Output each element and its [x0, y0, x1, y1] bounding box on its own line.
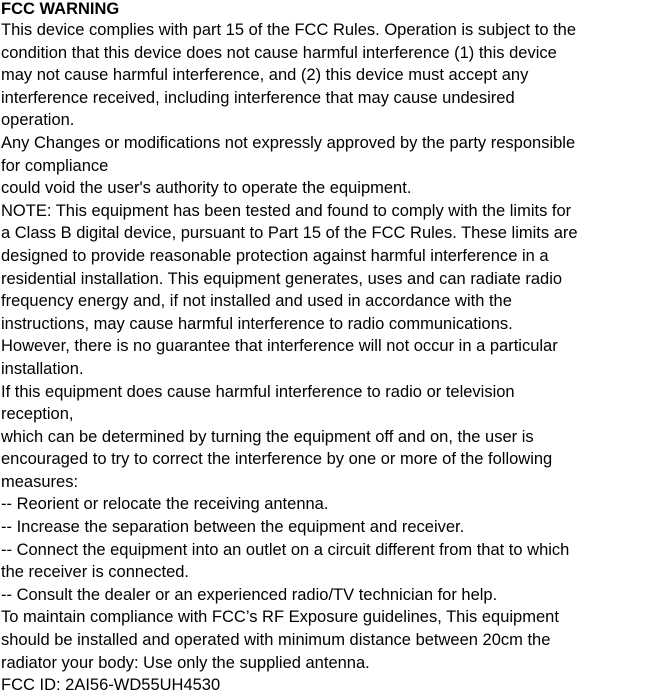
text-line: designed to provide reasonable protection against harmful interference in a: [1, 246, 549, 265]
text-line: NOTE: This equipment has been tested and found to comply with the limits for: [1, 201, 572, 220]
text-line: interference received, including interference that may cause undesired: [1, 88, 515, 107]
text-line: -- Consult the dealer or an experienced radio/TV technician for help.: [1, 585, 498, 604]
text-line: -- Increase the separation between the equipment and receiver.: [1, 518, 465, 537]
text-line: reception,: [1, 405, 74, 424]
text-line: operation.: [1, 111, 75, 130]
document-heading: FCC WARNING: [1, 0, 120, 18]
text-line: frequency energy and, if not installed and used in accordance with the: [1, 292, 512, 311]
text-line: To maintain compliance with FCC’s RF Exposure guidelines, This equipment: [1, 608, 559, 627]
text-line: encouraged to try to correct the interference by one or more of the following: [1, 450, 553, 469]
document-body: [1, 19, 655, 697]
text-line: -- Reorient or relocate the receiving antenna.: [1, 495, 329, 514]
text-line: which can be determined by turning the equipment off and on, the user is: [1, 427, 534, 446]
text-line: a Class B digital device, pursuant to Part 15 of the FCC Rules. These limits are: [1, 224, 578, 243]
text-line: could void the user's authority to operate the equipment.: [1, 179, 412, 198]
text-line: radiator your body: Use only the supplied antenna.: [1, 653, 370, 672]
text-line: the receiver is connected.: [1, 563, 190, 582]
text-line: instructions, may cause harmful interference to radio communications.: [1, 314, 513, 333]
text-line: Any Changes or modifications not expressly approved by the party responsible: [1, 133, 576, 152]
text-line: However, there is no guarantee that interference will not occur in a particular: [1, 337, 558, 356]
text-line: installation.: [1, 359, 84, 378]
text-line: This device complies with part 15 of the FCC Rules. Operation is subject to the: [1, 21, 577, 39]
text-line: condition that this device does not cause harmful interference (1) this device: [1, 43, 557, 62]
text-line: may not cause harmful interference, and (2) this device must accept any: [1, 66, 529, 85]
text-line: -- Connect the equipment into an outlet on a circuit different from that to which: [1, 540, 570, 559]
text-line: should be installed and operated with minimum distance between 20cm the: [1, 631, 551, 650]
fcc-id: FCC ID: 2AI56-WD55UH4530: [1, 676, 221, 695]
text-line: residential installation. This equipment generates, uses and can radiate radio: [1, 269, 563, 288]
text-line: measures:: [1, 472, 79, 491]
text-line: for compliance: [1, 156, 109, 175]
text-line: If this equipment does cause harmful interference to radio or television: [1, 382, 515, 401]
